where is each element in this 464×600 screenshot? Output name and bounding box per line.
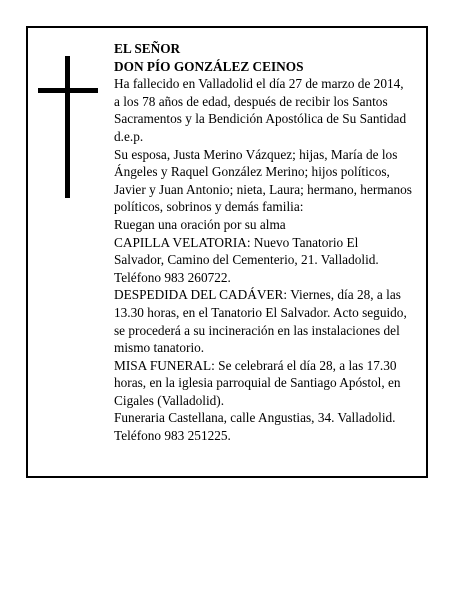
notice-line: 13.30 horas, en el Tanatorio El Salvador. Acto seguido, [114, 304, 407, 320]
notice-line: Funeraria Castellana, calle Angustias, 34. Valladolid. [114, 410, 396, 426]
notice-line: mismo tanatorio. [114, 340, 205, 356]
deceased-name: DON PÍO GONZÁLEZ CEINOS [114, 58, 304, 74]
notice-line: MISA FUNERAL: Se celebrará el día 28, a las 17.30 [114, 357, 397, 373]
notice-line: Salvador, Camino del Cementerio, 21. Valladolid. [114, 252, 379, 268]
cross-horizontal-bar [38, 88, 98, 93]
notice-line: Teléfono 983 251225. [114, 428, 231, 444]
obituary-notice [26, 26, 428, 478]
notice-line: Ha fallecido en Valladolid el día 27 de marzo de 2014, [114, 76, 404, 92]
notice-line: horas, en la iglesia parroquial de Santiago Apóstol, en [114, 375, 401, 391]
notice-line: Ruegan una oración por su alma [114, 216, 286, 232]
notice-line: d.e.p. [114, 128, 144, 144]
notice-line: Teléfono 983 260722. [114, 269, 231, 285]
notice-line: políticos, sobrinos y demás familia: [114, 199, 304, 215]
notice-line: Sacramentos y la Bendición Apostólica de Su Santidad [114, 111, 407, 127]
notice-line: Javier y Juan Antonio; nieta, Laura; hermano, hermanos [114, 181, 412, 197]
cross-vertical-bar [65, 56, 70, 198]
notice-text [114, 40, 426, 445]
notice-line: a los 78 años de edad, después de recibir los Santos [114, 93, 388, 109]
notice-title: EL SEÑOR [114, 41, 181, 56]
notice-line: Su esposa, Justa Merino Vázquez; hijas, María de los [114, 146, 398, 162]
notice-line: CAPILLA VELATORIA: Nuevo Tanatorio El [114, 234, 359, 250]
cross-icon [38, 56, 98, 198]
notice-line: DESPEDIDA DEL CADÁVER: Viernes, día 28, a las [114, 287, 401, 303]
notice-line: Ángeles y Raquel González Merino; hijos políticos, [114, 164, 390, 180]
notice-line: Cigales (Valladolid). [114, 392, 225, 408]
notice-line: se procederá a su incineración en las instalaciones del [114, 322, 400, 338]
